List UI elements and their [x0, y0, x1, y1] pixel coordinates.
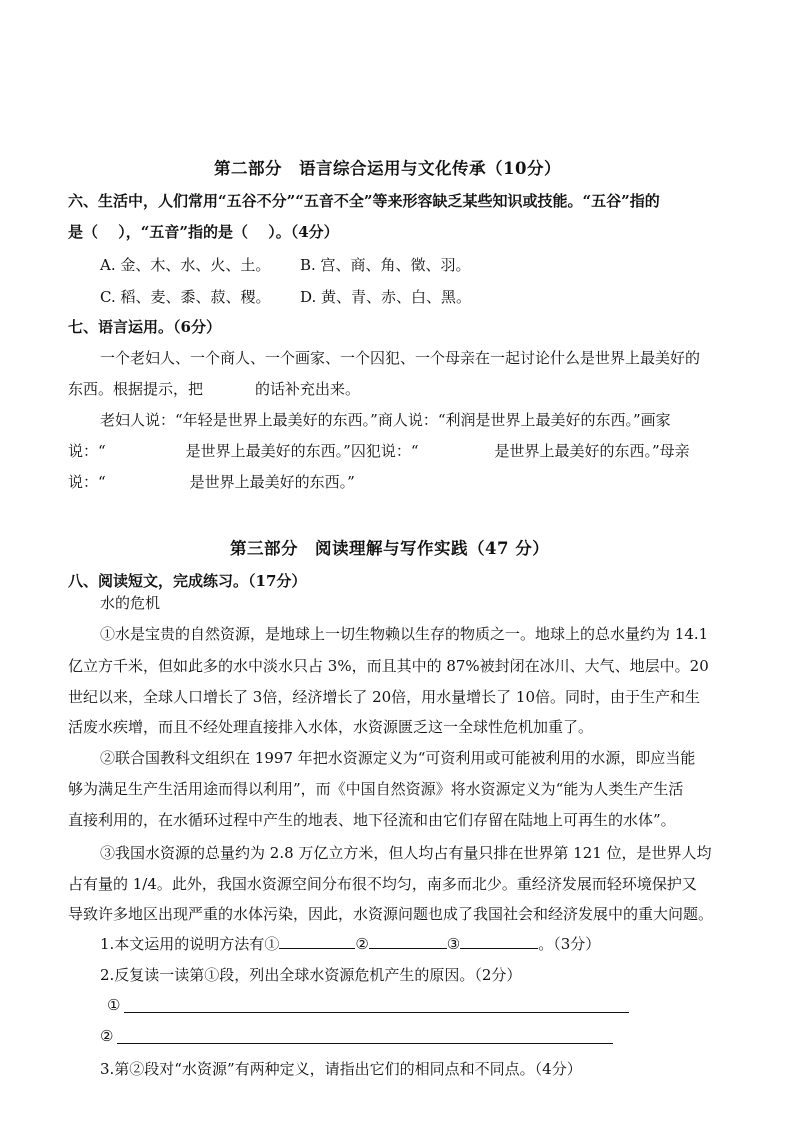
sub1-mark-2: ②	[355, 935, 369, 953]
sub-question-1	[100, 933, 600, 954]
q7-text-line2-b: 的话补充出来。	[255, 380, 361, 398]
q7-text-line4	[68, 440, 690, 461]
sub1-score: 。（3分）	[538, 935, 601, 953]
q7-mother-prefix: 说：“	[68, 473, 106, 491]
sub1-mark-3: ③	[446, 935, 461, 953]
paragraph1-line2: 亿立方千米，但如此多的水中淡水只占 3%，而且其中的 87%被封闭在冰川、大气、地层中。20	[68, 657, 709, 675]
q6-option-d: D. 黄、青、赤、白、黑。	[300, 288, 472, 306]
q8-heading: 八、阅读短文，完成练习。（17分）	[68, 572, 307, 590]
sub1-answer-blank-3[interactable]	[460, 934, 538, 949]
q7-mother-suffix: 是世界上最美好的东西。”	[189, 473, 355, 491]
sub2-answer-line-2[interactable]	[117, 1043, 613, 1044]
q7-painter-suffix: 是世界上最美好的东西。”囚犯说：“	[185, 442, 419, 460]
sub-question-3: 3.第②段对“水资源”有两种定义，请指出它们的相同点和不同点。（4分）	[100, 1060, 582, 1078]
sub1-answer-blank-2[interactable]	[369, 934, 447, 949]
sub1-answer-blank-1[interactable]	[279, 934, 355, 949]
paragraph2-line1: ②联合国教科文组织在 1997 年把水资源定义为“可资利用或可能被利用的水源，即应当能	[100, 749, 696, 767]
part2-title: 第二部分 语言综合运用与文化传承（10分）	[214, 159, 561, 178]
paragraph1-line4: 活废水疾增，而且不经处理直接排入水体，水资源匮乏这一全球性危机加重了。	[68, 718, 594, 736]
q6-option-c: C. 稻、麦、黍、菽、稷。	[100, 288, 271, 306]
paragraph1-line1: ①水是宝贵的自然资源，是地球上一切生物赖以生存的物质之一。地球上的总水量约为 14.1	[100, 625, 709, 643]
paragraph1-line3: 世纪以来，全球人口增长了 3倍，经济增长了 20倍，用水量增长了 10倍。同时，由于生产和生	[68, 688, 701, 706]
q6-stem-line2: 是（ ），“五音”指的是（ ）。（4分）	[68, 223, 339, 241]
q6-stem-line1: 六、生活中，人们常用“五谷不分”“五音不全”等来形容缺乏某些知识或技能。“五谷”指的	[68, 192, 660, 210]
sub2-answer-mark-1: ①	[107, 996, 121, 1014]
paragraph3-line2: 占有量的 1/4。此外，我国水资源空间分布很不均匀，南多而北少。重经济发展而轻环境保护又	[68, 875, 697, 893]
q7-text-line2	[68, 378, 360, 399]
q7-text-line3: 老妇人说：“年轻是世界上最美好的东西。”商人说：“利润是世界上最美好的东西。”画家	[100, 411, 671, 429]
q7-painter-prefix: 说：“	[68, 442, 106, 460]
q7-prisoner-suffix: 是世界上最美好的东西。”母亲	[494, 442, 690, 460]
part3-title: 第三部分 阅读理解与写作实践（47 分）	[230, 539, 550, 558]
sub2-answer-line-1[interactable]	[124, 1012, 629, 1013]
paragraph3-line3: 导致许多地区出现严重的水体污染，因此，水资源问题也成了我国社会和经济发展中的重大问题。	[68, 905, 714, 923]
sub2-answer-mark-2: ②	[100, 1027, 114, 1045]
sub1-text: 1.本文运用的说明方法有①	[100, 935, 280, 953]
q7-text-line1: 一个老妇人、一个商人、一个画家、一个囚犯、一个母亲在一起讨论什么是世界上最美好的	[100, 349, 701, 367]
passage-title: 水的危机	[100, 594, 161, 612]
q7-heading: 七、语言运用。（6分）	[68, 318, 221, 336]
q7-text-line5	[68, 471, 355, 492]
sub-question-2: 2.反复读一读第①段，列出全球水资源危机产生的原因。（2分）	[100, 966, 522, 984]
paragraph2-line2: 够为满足生产生活用途而得以利用”，而《中国自然资源》将水资源定义为“能为人类生产生活	[68, 780, 684, 798]
q7-text-line2-a: 东西。根据提示，把	[68, 380, 204, 398]
q6-option-a: A. 金、木、水、火、土。	[100, 256, 271, 274]
paragraph2-line3: 直接利用的，在水循环过程中产生的地表、地下径流和由它们存留在陆地上可再生的水体”。	[68, 811, 676, 829]
q6-option-b: B. 宫、商、角、徵、羽。	[300, 256, 471, 274]
paragraph3-line1: ③我国水资源的总量约为 2.8 万亿立方米，但人均占有量只排在世界第 121 位，是世界人均	[100, 844, 712, 862]
